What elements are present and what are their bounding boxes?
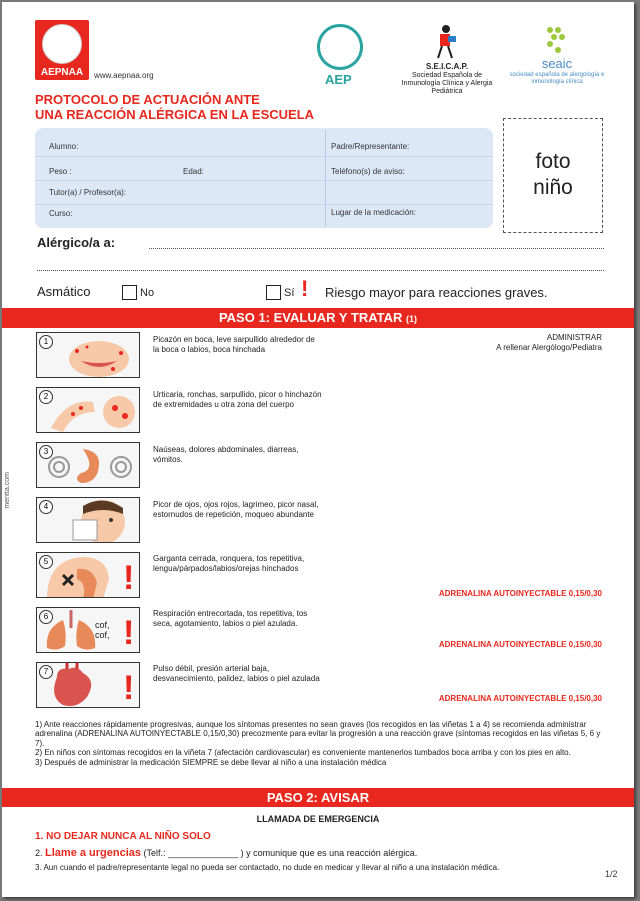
tutor-field[interactable]: Tutor(a) / Profesor(a): [49, 188, 127, 197]
fill-by-label: A rellenar Alergólogo/Pediatra [496, 343, 602, 352]
lungs-icon [37, 608, 140, 653]
page-number: 1/2 [605, 869, 618, 879]
asthmatic-no-checkbox[interactable] [122, 285, 137, 300]
cough-label [95, 620, 110, 640]
allergic-input-line-2[interactable] [37, 270, 604, 271]
instruction-3: 3. Aun cuando el padre/representante legal no pueda ser contactado, no dude en medicar y llevar al niño a una instalación médica. [35, 863, 500, 872]
step-5-illustration [36, 552, 140, 598]
photo-placeholder[interactable] [503, 118, 603, 233]
aepnaa-logo [35, 20, 89, 80]
footnote-1: 1) Ante reacciones rápidamente progresivas, aunque los síntomas presentes no sean graves (los recogidos en las viñetas 1 a 4) se recomienda administrar adrenalina (ADRENALINA AUTOINYECTABLE 0,15/0,30) precozmente para evitar la progresión a una reacción grave (síntomas recogidos en las viñetas 5, 6 y 7). [35, 720, 601, 748]
step-7-adrenaline: ADRENALINA AUTOINYECTABLE 0,15/0,30 [438, 694, 602, 703]
heart-icon [37, 663, 140, 708]
stomach-icon [37, 443, 140, 488]
telefono-field[interactable]: Teléfono(s) de aviso: [331, 167, 405, 176]
seicap-subtitle: Sociedad Española de Inmunología Clínica y Alergia Pediátrica [401, 72, 493, 95]
form-divider [325, 130, 326, 226]
step-2-number: 2 [39, 390, 53, 404]
photo-label-1: foto [535, 150, 571, 173]
paso2-title: PASO 2: AVISAR [266, 790, 370, 805]
risk-note: Riesgo mayor para reacciones graves. [325, 285, 548, 300]
sneezing-face-icon [37, 498, 140, 543]
page-title [35, 92, 314, 122]
paso1-note-ref: (1) [406, 314, 418, 324]
step-2-description: Urticaria, ronchas, sarpullido, picor o hinchazón de extremidades u otra zona del cuerpo [153, 390, 322, 409]
form-row-line [35, 156, 493, 157]
administer-header [362, 333, 602, 353]
peso-field[interactable]: Peso : [49, 167, 72, 176]
step-6-description: Respiración entrecortada, tos repetitiva, tos seca, agotamiento, labios o piel azulada. [153, 609, 308, 628]
emergency-call-heading: LLAMADA DE EMERGENCIA [256, 814, 380, 824]
student-info-form [35, 128, 493, 228]
footnote-3: 3) Después de administrar la medicación SIEMPRE se debe llevar al niño a una instalación médica [35, 757, 387, 767]
seicap-name: S.E.I.C.A.P. [425, 62, 469, 71]
padre-field[interactable]: Padre/Representante: [331, 142, 410, 151]
step-3-description: Naúseas, dolores abdominales, diarreas, vómitos. [153, 445, 299, 464]
step-5-adrenaline: ADRENALINA AUTOINYECTABLE 0,15/0,30 [438, 589, 602, 598]
asthmatic-yes-checkbox[interactable] [266, 285, 281, 300]
step-1-description: Picazón en boca, leve sarpullido alrededor de la boca o labios, boca hinchada [153, 335, 315, 354]
asthmatic-no-label: No [140, 287, 155, 299]
step-1-illustration [36, 332, 140, 378]
mouth-rash-icon [37, 333, 140, 378]
administer-label: ADMINISTRAR [546, 333, 602, 342]
photo-label-2: niño [533, 176, 573, 199]
step-4-number: 4 [39, 500, 53, 514]
instruction-2-number: 2. [35, 848, 43, 858]
paso1-title: PASO 1: EVALUAR Y TRATAR [218, 310, 403, 325]
step-5-number: 5 [39, 555, 53, 569]
step-3-number: 3 [39, 445, 53, 459]
footnotes [35, 720, 605, 767]
curso-field[interactable]: Curso: [49, 209, 73, 218]
alumno-field[interactable]: Alumno: [49, 142, 79, 151]
aep-logo-text: AEP [325, 72, 352, 87]
title-line-1: PROTOCOLO DE ACTUACIÓN ANTE [35, 92, 260, 107]
step-4-description: Picor de ojos, ojos rojos, lagrimeo, picor nasal, estornudos de repetición, moqueo abundante [153, 500, 319, 519]
allergic-input-line[interactable] [149, 248, 604, 249]
step-5-description: Garganta cerrada, ronquera, tos repetitiva, lengua/párpados/labios/orejas hinchados [153, 554, 305, 573]
step-1-number: 1 [39, 335, 53, 349]
form-row-line [35, 204, 493, 205]
aep-logo [313, 24, 369, 90]
seaic-logo [502, 24, 612, 90]
aep-emblem-icon [317, 24, 363, 70]
instruction-2 [35, 847, 417, 859]
cough-label-1: cof, [95, 620, 110, 630]
step-6-adrenaline: ADRENALINA AUTOINYECTABLE 0,15/0,30 [438, 640, 602, 649]
step-4-illustration [36, 497, 140, 543]
call-emergency-label: Llame a urgencias [45, 847, 142, 859]
seaic-dots-icon [544, 26, 568, 54]
step-6-number: 6 [39, 610, 53, 624]
seicap-figure-icon [432, 24, 462, 60]
aepnaa-logo-text: AEPNAA [40, 67, 84, 78]
step-2-illustration [36, 387, 140, 433]
asthmatic-label: Asmático [37, 284, 91, 299]
plate-icon [42, 24, 82, 64]
hives-icon [37, 388, 140, 433]
allergic-label: Alérgico/a a: [37, 235, 116, 250]
svg-text:!: ! [123, 669, 135, 707]
step-7-description: Pulso débil, presión arterial baja, desvanecimiento, palidez, labios o piel azulada [153, 664, 320, 683]
step-3-illustration [36, 442, 140, 488]
footnote-2: 2) En niños con síntomas recogidos en la viñeta 7 (afectación cardiovascular) es conveniente mantenerlos tumbados boca arriba y con los pies en alto. [35, 748, 571, 758]
side-credit: mentta.com [4, 472, 11, 509]
form-row-line [35, 180, 493, 181]
aepnaa-url[interactable]: www.aepnaa.org [94, 71, 154, 80]
paso2-banner [2, 788, 634, 807]
seaic-subtitle: sociedad española de alergología e inmunología clínica [509, 72, 605, 85]
lugar-field[interactable]: Lugar de la medicación: [331, 208, 416, 217]
instruction-1: 1. NO DEJAR NUNCA AL NIÑO SOLO [35, 831, 211, 842]
edad-field[interactable]: Edad: [183, 167, 204, 176]
step-6-illustration [36, 607, 140, 653]
throat-icon [37, 553, 140, 598]
step-7-number: 7 [39, 665, 53, 679]
svg-text:!: ! [123, 559, 135, 597]
instruction-2-text: (Telf.: ______________ ) y comunique que es una reacción alérgica. [143, 848, 418, 858]
cough-label-2: cof, [95, 630, 110, 640]
step-7-illustration [36, 662, 140, 708]
paso1-banner [2, 308, 634, 328]
svg-text:!: ! [123, 614, 135, 652]
seaic-name: seaic [541, 56, 573, 71]
seicap-logo [392, 24, 502, 95]
asthmatic-yes-label: Sí [284, 287, 295, 299]
title-line-2: UNA REACCIÓN ALÉRGICA EN LA ESCUELA [35, 107, 315, 122]
protocol-page [2, 2, 634, 897]
warning-icon: ! [301, 276, 309, 301]
